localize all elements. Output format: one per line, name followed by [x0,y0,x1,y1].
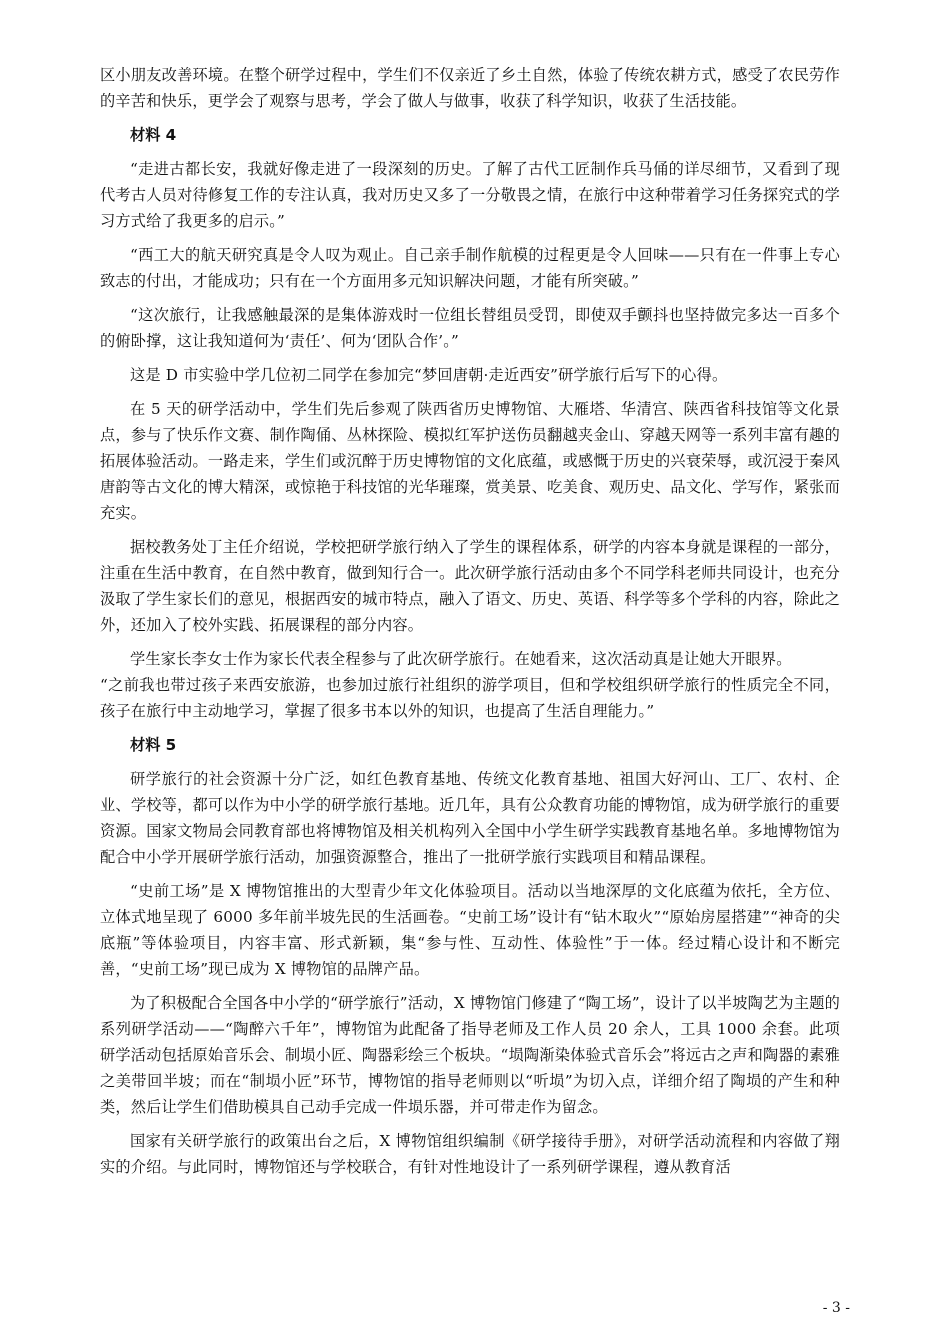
quote-paragraph-1: “走进古都长安，我就好像走进了一段深刻的历史。了解了古代工匠制作兵马俑的详尽细节，又看到了现代考古人员对待修复工作的专注认真，我对历史又多了一分敬畏之情，在旅行中这种带着学习任务探究式的学习方式给了我更多的启示。” [100,160,840,230]
document-body [100,62,840,1188]
paragraph-continuation: 区小朋友改善环境。在整个研学过程中，学生们不仅亲近了乡土自然，体验了传统农耕方式，感受了农民劳作的辛苦和快乐，更学会了观察与思考，学会了做人与做事，收获了科学知识，收获了生活技能。 [100,66,840,110]
paragraph-prehistoric-workshop: “史前工场”是 X 博物馆推出的大型青少年文化体验项目。活动以当地深厚的文化底蕴为依托，全方位、立体式地呈现了 6000 多年前半坡先民的生活画卷。“史前工场”设计有“钻木取火”“原始房屋搭建”“神奇的尖底瓶”等体验项目，内容丰富、形式新颖，集“参与性、互动性、体验性”于一体。经过精心设计和不断完善，“史前工场”现已成为 X 博物馆的品牌产品。 [100,882,840,978]
paragraph-pottery-workshop: 为了积极配合全国各中小学的“研学旅行”活动，X 博物馆门修建了“陶工场”，设计了以半坡陶艺为主题的系列研学活动——“陶醉六千年”，博物馆为此配备了指导老师及工作人员 20 余人，工具 1000 余套。此项研学活动包括原始音乐会、制埙小匠、陶器彩绘三个板块。“埙陶渐染体验式音乐会”将远古之声和陶器的素雅之美带回半坡；而在“制埙小匠”环节，博物馆的指导老师则以“听埙”为切入点，详细介绍了陶埙的产生和种类，然后让学生们借助模具自己动手完成一件埙乐器，并可带走作为留念。 [100,994,840,1116]
paragraph-handbook: 国家有关研学旅行的政策出台之后，X 博物馆组织编制《研学接待手册》，对研学活动流程和内容做了翔实的介绍。与此同时，博物馆还与学校联合，有针对性地设计了一系列研学课程，遵从教育活 [100,1132,840,1176]
paragraph-parent-quote: “之前我也带过孩子来西安旅游，也参加过旅行社组织的游学项目，但和学校组织研学旅行的性质完全不同，孩子在旅行中主动地学习，掌握了很多书本以外的知识，也提高了生活自理能力。” [100,676,840,720]
paragraph-resources: 研学旅行的社会资源十分广泛，如红色教育基地、传统文化教育基地、祖国大好河山、工厂、农村、企业、学校等，都可以作为中小学的研学旅行基地。近几年，具有公众教育功能的博物馆，成为研学旅行的重要资源。国家文物局会同教育部也将博物馆及相关机构列入全国中小学生研学实践教育基地名单。多地博物馆为配合中小学开展研学旅行活动，加强资源整合，推出了一批研学旅行实践项目和精品课程。 [100,770,840,866]
page-number: - 3 - [822,1300,850,1316]
paragraph-parent: 学生家长李女士作为家长代表全程参与了此次研学旅行。在她看来，这次活动真是让她大开眼界。 [130,650,792,668]
quote-paragraph-2: “西工大的航天研究真是令人叹为观止。自己亲手制作航模的过程更是令人回味——只有在一件事上专心致志的付出，才能成功；只有在一个方面用多元知识解决问题，才能有所突破。” [100,246,840,290]
paragraph-director: 据校教务处丁主任介绍说，学校把研学旅行纳入了学生的课程体系，研学的内容本身就是课程的一部分，注重在生活中教育，在自然中教育，做到知行合一。此次研学旅行活动由多个不同学科老师共同设计，也充分汲取了学生家长们的意见，根据西安的城市特点，融入了语文、历史、英语、科学等多个学科的内容，除此之外，还加入了校外实践、拓展课程的部分内容。 [100,538,840,634]
quote-paragraph-3: “这次旅行，让我感触最深的是集体游戏时一位组长替组员受罚，即使双手颤抖也坚持做完多达一百多个的俯卧撑，这让我知道何为‘责任’、何为‘团队合作’。” [100,306,840,350]
paragraph-intro: 这是 D 市实验中学几位初二同学在参加完“梦回唐朝·走近西安”研学旅行后写下的心得。 [130,366,728,384]
section-heading-material-5: 材料 5 [130,736,177,754]
paragraph-activities: 在 5 天的研学活动中，学生们先后参观了陕西省历史博物馆、大雁塔、华清宫、陕西省科技馆等文化景点，参与了快乐作文赛、制作陶俑、丛林探险、模拟红军护送伤员翻越夹金山、穿越天网等一系列丰富有趣的拓展体验活动。一路走来，学生们或沉醉于历史博物馆的文化底蕴，或感慨于历史的兴衰荣辱，或沉浸于秦风唐韵等古文化的博大精深，或惊艳于科技馆的光华璀璨，赏美景、吃美食、观历史、品文化、学写作，紧张而充实。 [100,400,840,522]
section-heading-material-4: 材料 4 [130,126,177,144]
